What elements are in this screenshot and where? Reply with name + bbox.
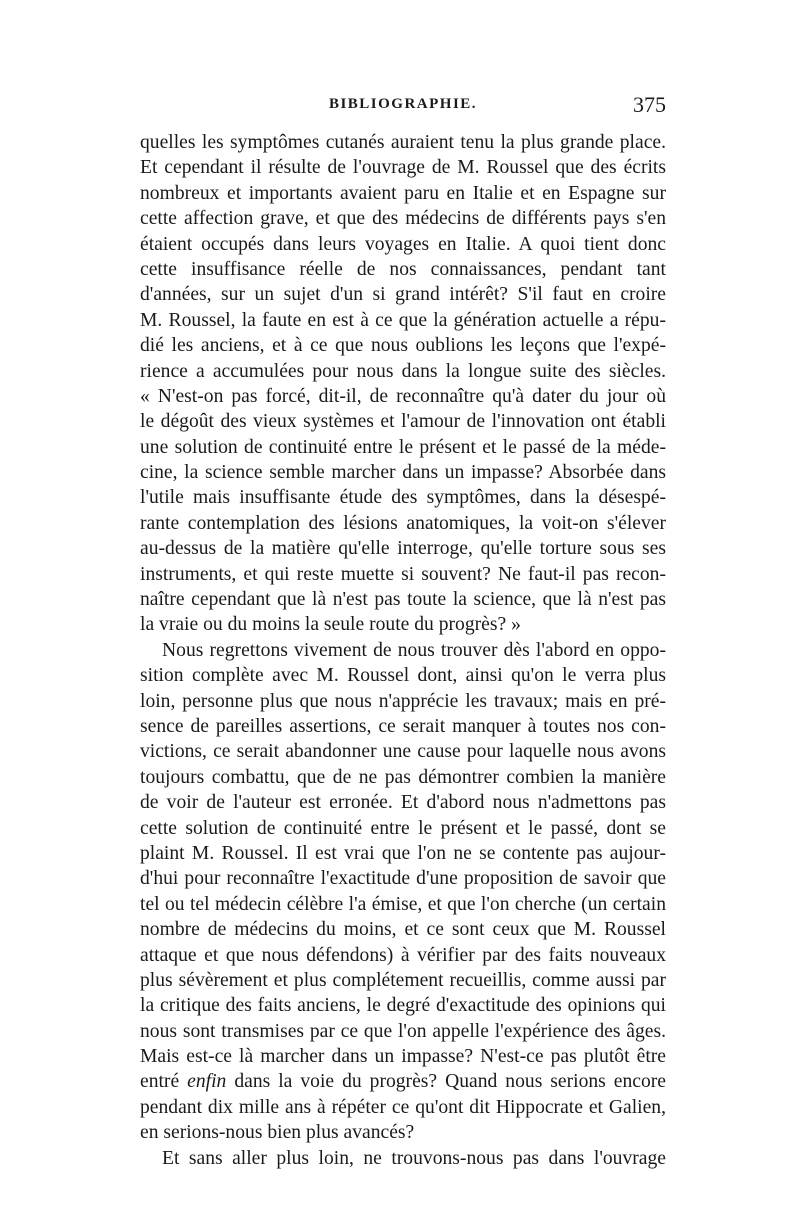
text-line: en serions-nous bien plus avancés?	[140, 1122, 415, 1144]
text-line: l'utile mais insuffisante étude des symptômes, dans la désespé-	[140, 487, 666, 509]
text-line: sition complète avec M. Roussel dont, ainsi qu'on le verra plus	[140, 665, 666, 687]
text-line: d'hui pour reconnaître l'exactitude d'une proposition de savoir que	[140, 868, 666, 890]
page-number: 375	[633, 92, 666, 117]
text-line: naître cependant que là n'est pas toute la science, que là n'est pas	[140, 589, 666, 611]
text-line: plus sévèrement et plus complétement recueillis, comme aussi par	[140, 969, 666, 991]
text-line: sence de pareilles assertions, ce serait manquer à toutes nos con-	[140, 715, 666, 737]
text-line: loin, personne plus que nous n'apprécie les travaux; mais en pré-	[140, 690, 666, 712]
text-line: cette insuffisance réelle de nos connaissances, pendant tant	[140, 258, 666, 280]
text-line: toujours combattu, que de ne pas démontrer combien la manière	[140, 766, 666, 788]
book-page	[140, 92, 666, 1171]
text-line: cette solution de continuité entre le présent et le passé, dont se	[140, 817, 666, 839]
text-line: au-dessus de la matière qu'elle interroge, qu'elle torture sous ses	[140, 538, 666, 560]
text-line: plaint M. Roussel. Il est vrai que l'on ne se contente pas aujour-	[140, 842, 666, 864]
text-line: Mais est-ce là marcher dans un impasse? N'est-ce pas plutôt être	[140, 1046, 666, 1068]
running-head: BIBLIOGRAPHIE.	[328, 96, 478, 112]
text-line: dié les anciens, et à ce que nous oublions les leçons que l'expé-	[140, 335, 666, 357]
text-line: la vraie ou du moins la seule route du progrès? »	[140, 614, 521, 636]
text-line: Nous regrettons vivement de nous trouver dès l'abord en oppo-	[162, 639, 666, 661]
text-line: le dégoût des vieux systèmes et l'amour de l'innovation ont établi	[140, 411, 666, 433]
text-line: entré enfin dans la voie du progrès? Quand nous serions encore	[140, 1071, 666, 1093]
text-line: nombre de médecins du moins, et ce sont ceux que M. Roussel	[140, 919, 666, 941]
text-line: tel ou tel médecin célèbre l'a émise, et que l'on cherche (un certain	[140, 893, 666, 915]
text-line: Et cependant il résulte de l'ouvrage de M. Roussel que des écrits	[140, 157, 666, 179]
text-line: Et sans aller plus loin, ne trouvons-nous pas dans l'ouvrage	[162, 1147, 666, 1169]
text-line: cine, la science semble marcher dans un impasse? Absorbée dans	[140, 462, 666, 484]
text-line: rante contemplation des lésions anatomiques, la voit-on s'élever	[140, 512, 666, 534]
text-line: de voir de l'auteur est erronée. Et d'abord nous n'admettons pas	[140, 792, 666, 814]
text-line: cette affection grave, et que des médecins de différents pays s'en	[140, 208, 666, 230]
text-line: pendant dix mille ans à répéter ce qu'ont dit Hippocrate et Galien,	[140, 1096, 666, 1118]
text-line: instruments, et qui reste muette si souvent? Ne faut-il pas recon-	[140, 563, 666, 585]
text-line: attaque et que nous défendons) à vérifier par des faits nouveaux	[140, 944, 666, 966]
text-line: étaient occupés dans leurs voyages en Italie. A quoi tient donc	[140, 233, 666, 255]
text-line: une solution de continuité entre le présent et le passé de la méde-	[140, 436, 666, 458]
text-line: nombreux et importants avaient paru en Italie et en Espagne sur	[140, 182, 666, 204]
text-line: rience a accumulées pour nous dans la longue suite des siècles.	[140, 360, 666, 382]
text-line: d'années, sur un sujet d'un si grand intérêt? S'il faut en croire	[140, 284, 666, 306]
text-line: nous sont transmises par ce que l'on appelle l'expérience des âges.	[140, 1020, 666, 1042]
page-header	[140, 92, 666, 130]
text-line: la critique des faits anciens, le degré d'exactitude des opinions qui	[140, 995, 666, 1017]
text-line: M. Roussel, la faute en est à ce que la génération actuelle a répu-	[140, 309, 666, 331]
text-line: « N'est-on pas forcé, dit-il, de reconnaître qu'à dater du jour où	[140, 385, 666, 407]
text-line: victions, ce serait abandonner une cause pour laquelle nous avons	[140, 741, 666, 763]
body-text	[140, 130, 666, 1171]
text-line: quelles les symptômes cutanés auraient tenu la plus grande place.	[140, 132, 666, 153]
